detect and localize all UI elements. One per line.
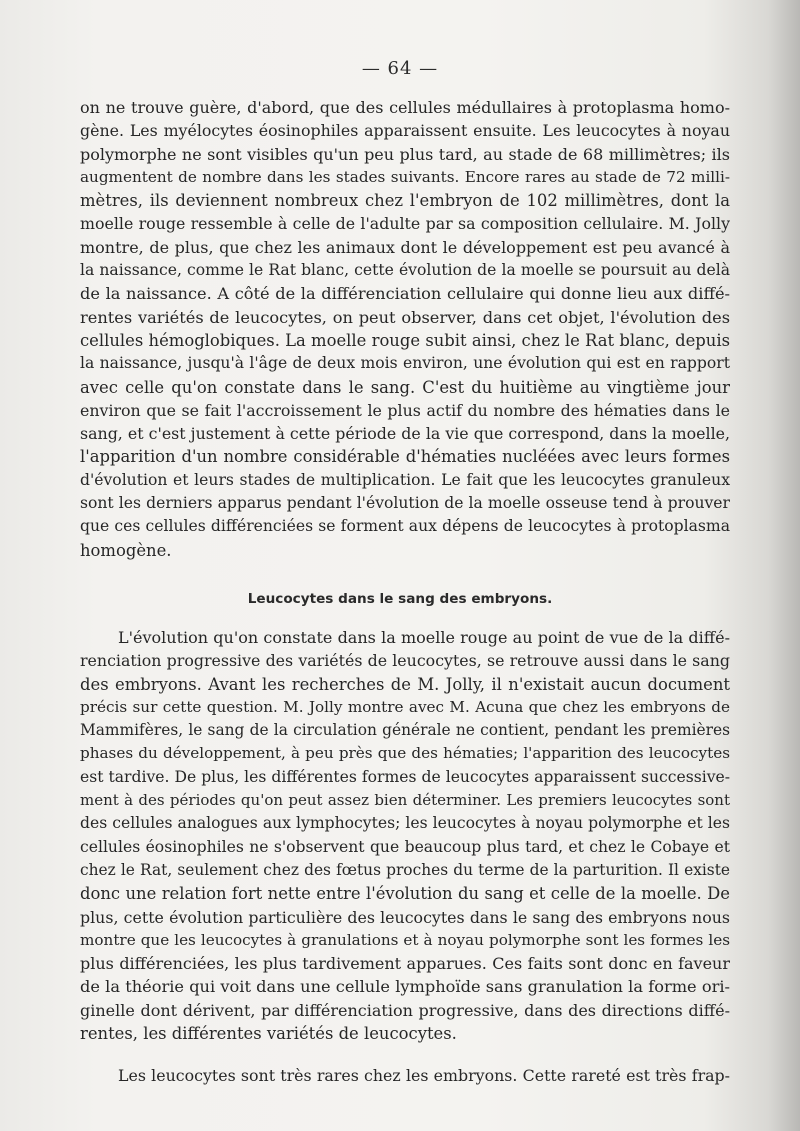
text-line: plus différenciées, les plus tardivement apparues. Ces faits sont donc en faveur xyxy=(80,954,730,974)
text-line: précis sur cette question. M. Jolly montre avec M. Acuna que chez les embryons de xyxy=(80,697,730,716)
text-line: Les leucocytes sont très rares chez les embryons. Cette rareté est très frap- xyxy=(118,1066,730,1085)
text-line: plus, cette évolution particulière des leucocytes dans le sang des embryons nous xyxy=(80,907,730,927)
text-line: polymorphe ne sont visibles qu'un peu plus tard, au stade de 68 millimètres; ils xyxy=(80,144,730,164)
paragraph-section xyxy=(80,626,730,1045)
text-line: que ces cellules différenciées se forment aux dépens de leucocytes à protoplasma xyxy=(80,517,730,536)
text-line: la naissance, jusqu'à l'âge de deux mois environ, une évolution qui est en rapport xyxy=(80,354,730,373)
text-line: on ne trouve guère, d'abord, que des cellules médullaires à protoplasma homo- xyxy=(80,98,730,117)
text-line: homogène. xyxy=(80,540,172,560)
text-line: la naissance, comme le Rat blanc, cette évolution de la moelle se poursuit au delà xyxy=(80,261,730,280)
text-line: augmentent de nombre dans les stades suivants. Encore rares au stade de 72 milli- xyxy=(80,167,730,186)
text-line: sang, et c'est justement à cette période de la vie que correspond, dans la moelle, xyxy=(80,424,730,444)
paragraph-continuation xyxy=(80,1064,730,1087)
text-line: montre, de plus, que chez les animaux dont le développement est peu avancé à xyxy=(80,237,730,257)
text-line: montre que les leucocytes à granulations et à noyau polymorphe sont les formes les xyxy=(80,930,730,949)
text-line: gène. Les myélocytes éosinophiles apparaissent ensuite. Les leucocytes à noyau xyxy=(80,121,730,141)
page-number: — 64 — xyxy=(361,58,439,79)
text-line: phases du développement, à peu près que des hématies; l'apparition des leucocytes xyxy=(80,744,730,763)
text-line: l'apparition d'un nombre considérable d'hématies nucléées avec leurs formes xyxy=(80,447,730,467)
text-line: avec celle qu'on constate dans le sang. C'est du huitième au vingtième jour xyxy=(80,377,730,397)
text-line: donc une relation fort nette entre l'évolution du sang et celle de la moelle. De xyxy=(80,884,730,904)
text-line: cellules hémoglobiques. La moelle rouge subit ainsi, chez le Rat blanc, depuis xyxy=(80,330,730,350)
paragraph-intro xyxy=(80,96,730,562)
text-line: cellules éosinophiles ne s'observent que beaucoup plus tard, et chez le Cobaye et xyxy=(80,837,730,856)
text-line: ginelle dont dérivent, par différenciation progressive, dans des directions diffé- xyxy=(80,1000,730,1020)
text-line: chez le Rat, seulement chez des fœtus proches du terme de la parturition. Il existe xyxy=(80,860,730,879)
text-line: rentes, les différentes variétés de leucocytes. xyxy=(80,1024,457,1044)
section-heading: Leucocytes dans le sang des embryons. xyxy=(247,591,553,607)
text-line: rentes variétés de leucocytes, on peut observer, dans cet objet, l'évolution des xyxy=(80,307,730,327)
text-line: L'évolution qu'on constate dans la moelle rouge au point de vue de la diffé- xyxy=(118,628,730,647)
text-line: ment à des périodes qu'on peut assez bien déterminer. Les premiers leucocytes sont xyxy=(80,791,730,810)
text-line: sont les derniers apparus pendant l'évolution de la moelle osseuse tend à prouver xyxy=(80,494,730,513)
text-line: renciation progressive des variétés de leucocytes, se retrouve aussi dans le sang xyxy=(80,651,730,671)
text-line: de la naissance. A côté de la différenciation cellulaire qui donne lieu aux diffé- xyxy=(80,284,730,304)
text-line: des embryons. Avant les recherches de M. Jolly, il n'existait aucun document xyxy=(80,674,730,694)
text-line: mètres, ils deviennent nombreux chez l'embryon de 102 millimètres, dont la xyxy=(80,191,730,211)
text-line: d'évolution et leurs stades de multiplication. Le fait que les leucocytes granuleux xyxy=(80,470,730,489)
text-line: de la théorie qui voit dans une cellule lymphoïde sans granulation la forme ori- xyxy=(80,977,730,997)
text-line: des cellules analogues aux lymphocytes; les leucocytes à noyau polymorphe et les xyxy=(80,814,730,833)
text-line: moelle rouge ressemble à celle de l'adulte par sa composition cellulaire. M. Jolly xyxy=(80,214,730,234)
text-line: environ que se fait l'accroissement le plus actif du nombre des hématies dans le xyxy=(80,400,730,420)
text-line: est tardive. De plus, les différentes formes de leucocytes apparaissent successive- xyxy=(80,767,730,786)
text-line: Mammifères, le sang de la circulation générale ne contient, pendant les premières xyxy=(80,721,730,740)
